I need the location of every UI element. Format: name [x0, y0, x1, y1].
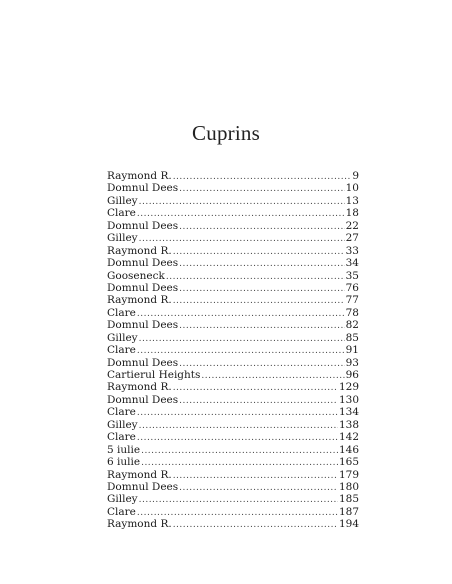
- dot-leader: [173, 295, 345, 307]
- toc-entry[interactable]: [107, 456, 359, 468]
- dot-leader: [137, 407, 338, 419]
- dot-leader: [179, 482, 338, 494]
- toc-entry[interactable]: [107, 344, 359, 356]
- toc-entry-page: 138: [338, 418, 359, 431]
- toc-entry-title: 6 iulie: [107, 456, 141, 469]
- toc-entry[interactable]: [107, 493, 359, 505]
- toc-entry-title: Clare: [107, 505, 136, 518]
- dot-leader: [139, 196, 345, 208]
- toc-entry[interactable]: [107, 481, 359, 493]
- toc-entry-title: Raymond R.: [107, 381, 172, 394]
- toc-entry-title: Raymond R.: [107, 244, 172, 257]
- toc-entry-title: Domnul Dees: [107, 319, 179, 332]
- toc-entry-page: 77: [345, 294, 359, 307]
- toc-entry-page: 35: [345, 269, 359, 282]
- toc-entry-title: Gilley: [107, 232, 138, 245]
- toc-entry-title: Domnul Dees: [107, 356, 179, 369]
- toc-entry[interactable]: [107, 207, 359, 219]
- dot-leader: [166, 271, 345, 283]
- toc-entry-title: Cartierul Heights: [107, 369, 201, 381]
- toc-entry[interactable]: [107, 182, 359, 194]
- toc-entry[interactable]: [107, 257, 359, 269]
- toc-entry[interactable]: [107, 282, 359, 294]
- toc-entry[interactable]: [107, 294, 359, 306]
- toc-entry-title: Gilley: [107, 418, 138, 431]
- dot-leader: [173, 519, 338, 531]
- toc-entry[interactable]: [107, 357, 359, 369]
- dot-leader: [173, 246, 345, 258]
- toc-entry[interactable]: [107, 506, 359, 518]
- toc-entry[interactable]: [107, 419, 359, 431]
- dot-leader: [179, 221, 344, 233]
- dot-leader: [179, 283, 344, 295]
- toc-entry-title: Gilley: [107, 194, 138, 207]
- toc-entry-page: 13: [345, 194, 359, 207]
- dot-leader: [179, 183, 344, 195]
- toc-entry-page: 96: [345, 369, 359, 381]
- toc-entry-title: Gilley: [107, 493, 138, 506]
- toc-entry[interactable]: [107, 232, 359, 244]
- toc-entry-page: 33: [345, 244, 359, 257]
- toc-entry[interactable]: [107, 319, 359, 331]
- toc-entry-page: 22: [345, 219, 359, 232]
- dot-leader: [141, 445, 338, 457]
- toc-entry[interactable]: [107, 245, 359, 257]
- toc-entry-title: Domnul Dees: [107, 257, 179, 270]
- toc-entry[interactable]: [107, 270, 359, 282]
- toc-entry[interactable]: [107, 170, 359, 182]
- dot-leader: [179, 320, 344, 332]
- dot-leader: [137, 432, 338, 444]
- table-of-contents: [107, 170, 359, 531]
- toc-entry-page: 165: [338, 456, 359, 469]
- toc-entry-title: Raymond R.: [107, 518, 172, 531]
- toc-entry-page: 91: [345, 344, 359, 357]
- toc-entry-page: 179: [338, 468, 359, 481]
- page-title: Cuprins: [192, 121, 260, 145]
- toc-entry-title: Raymond R.: [107, 170, 172, 182]
- toc-entry-page: 180: [338, 480, 359, 493]
- dot-leader: [139, 494, 338, 506]
- toc-entry-title: Clare: [107, 344, 136, 357]
- dot-leader: [179, 395, 338, 407]
- dot-leader: [173, 470, 338, 482]
- toc-entry-page: 76: [345, 281, 359, 294]
- toc-entry-title: Gooseneck: [107, 269, 165, 282]
- toc-entry-page: 9: [352, 170, 359, 182]
- toc-entry[interactable]: [107, 381, 359, 393]
- toc-entry-page: 185: [338, 493, 359, 506]
- toc-entry-title: Domnul Dees: [107, 281, 179, 294]
- toc-entry-page: 18: [345, 207, 359, 220]
- toc-entry-title: 5 iulie: [107, 443, 141, 456]
- toc-entry-page: 187: [338, 505, 359, 518]
- toc-entry-title: Clare: [107, 306, 136, 319]
- toc-entry-page: 34: [345, 257, 359, 270]
- toc-entry[interactable]: [107, 394, 359, 406]
- toc-entry-page: 10: [345, 182, 359, 195]
- dot-leader: [179, 358, 344, 370]
- dot-leader: [179, 258, 344, 270]
- toc-entry-page: 130: [338, 393, 359, 406]
- toc-entry-title: Clare: [107, 431, 136, 444]
- toc-entry-title: Raymond R.: [107, 294, 172, 307]
- toc-entry[interactable]: [107, 195, 359, 207]
- toc-entry-page: 78: [345, 306, 359, 319]
- toc-entry-title: Domnul Dees: [107, 480, 179, 493]
- dot-leader: [201, 370, 344, 382]
- toc-entry-title: Raymond R.: [107, 468, 172, 481]
- toc-entry-title: Domnul Dees: [107, 182, 179, 195]
- toc-entry-title: Domnul Dees: [107, 393, 179, 406]
- toc-entry-page: 82: [345, 319, 359, 332]
- dot-leader: [173, 171, 352, 183]
- toc-entry[interactable]: [107, 431, 359, 443]
- toc-entry-page: 142: [338, 431, 359, 444]
- toc-entry-title: Domnul Dees: [107, 219, 179, 232]
- toc-entry-page: 134: [338, 406, 359, 419]
- toc-entry[interactable]: [107, 469, 359, 481]
- dot-leader: [139, 333, 345, 345]
- toc-entry[interactable]: [107, 220, 359, 232]
- toc-entry[interactable]: [107, 518, 359, 530]
- toc-entry[interactable]: [107, 307, 359, 319]
- toc-entry-page: 93: [345, 356, 359, 369]
- toc-entry-page: 85: [345, 331, 359, 344]
- toc-entry-title: Gilley: [107, 331, 138, 344]
- toc-entry[interactable]: [107, 444, 359, 456]
- toc-entry[interactable]: [107, 369, 359, 381]
- dot-leader: [139, 420, 338, 432]
- toc-entry-page: 27: [345, 232, 359, 245]
- toc-entry[interactable]: [107, 406, 359, 418]
- toc-entry-title: Clare: [107, 406, 136, 419]
- toc-entry[interactable]: [107, 332, 359, 344]
- toc-entry-page: 129: [338, 381, 359, 394]
- toc-entry-page: 146: [338, 443, 359, 456]
- toc-entry-page: 194: [338, 518, 359, 531]
- toc-entry-title: Clare: [107, 207, 136, 220]
- dot-leader: [173, 382, 338, 394]
